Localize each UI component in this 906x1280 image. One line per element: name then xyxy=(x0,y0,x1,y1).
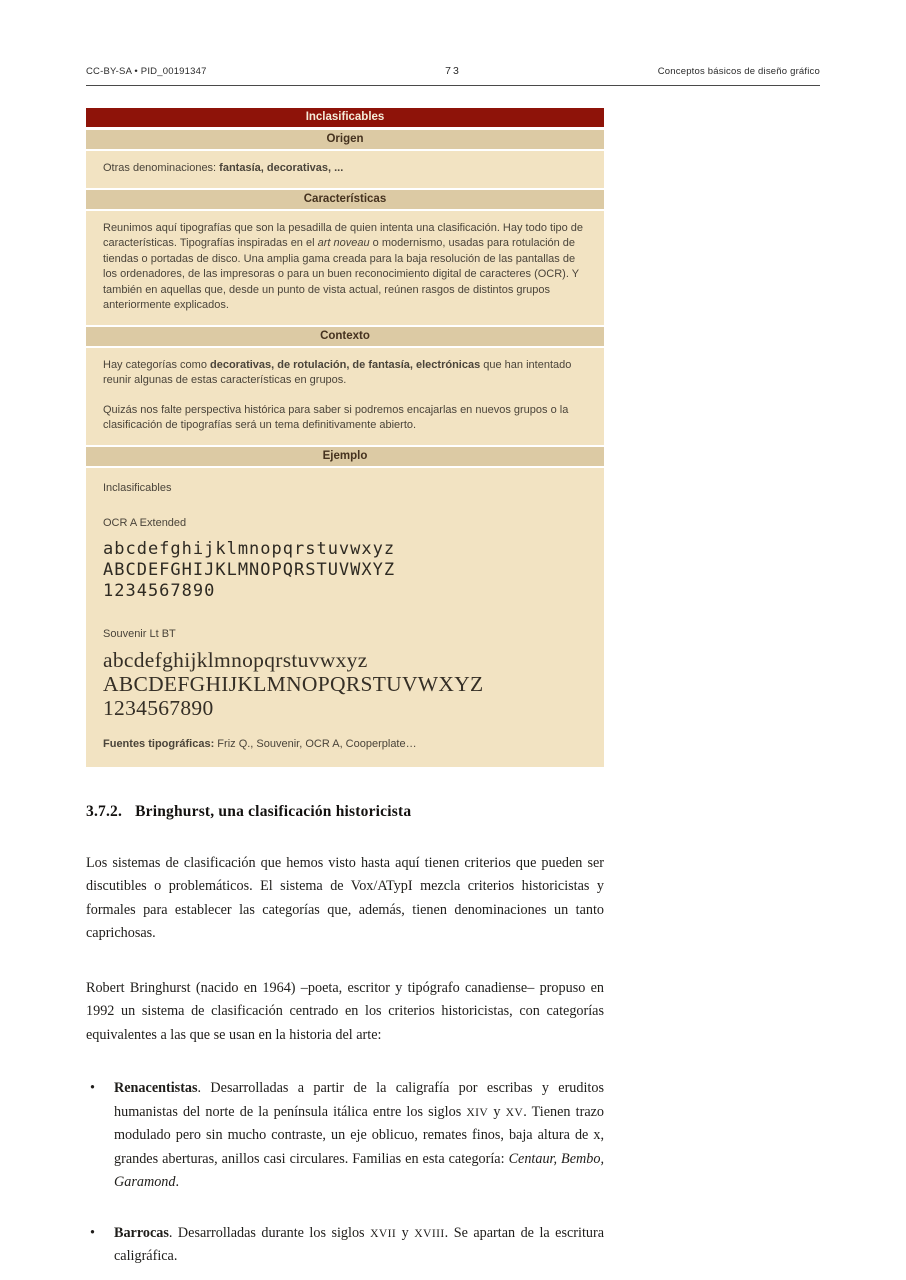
infobox-title: Inclasificables xyxy=(86,108,604,127)
font-name-souvenir: Souvenir Lt BT xyxy=(103,627,176,640)
infobox-heading-caracteristicas: Características xyxy=(86,190,604,209)
contexto-paragraph-1: Hay categorías como decorativas, de rotulación, de fantasía, electrónicas que han intentado reunir algunas de estas características en grupos. xyxy=(103,358,572,386)
caracteristicas-text: Reunimos aquí tipografías que son la pesadilla de quien intenta una clasificación. Hay todo tipo de características. Tipografías inspiradas en el art noveau o modernismo, usadas para rotulación de tiendas o portadas de disco. Una amplia gama creada para la baja resolución de las pantallas de los ordenadores, de las impresoras o para un buen reconocimiento digital de caracteres (OCR). Y también en aquellas que, desde un punto de vista actual, reúnen rasgos de distintos grupos anteriormente explicados. xyxy=(103,221,584,311)
typography-infobox xyxy=(86,108,604,767)
contexto-paragraph-2: Quizás nos falte perspectiva histórica para saber si podremos encajarlas en nuevos grupos o la clasificación de tipografías será un tema definitivamente abierto. xyxy=(103,403,569,431)
souvenir-lowercase: abcdefghijklmnopqrstuvwxyz xyxy=(103,648,368,672)
souvenir-digits: 1234567890 xyxy=(103,696,214,720)
infobox-heading-ejemplo: Ejemplo xyxy=(86,447,604,466)
body-paragraph-1: Los sistemas de clasificación que hemos visto hasta aquí tienen criterios que pueden ser discutibles o problemáticos. El sistema de Vox/ATypI mezcla criterios historicistas y formales para establecer las categorías que, además, tienen denominaciones un tanto caprichosas. xyxy=(86,854,604,941)
souvenir-specimen xyxy=(103,648,588,720)
bullet-icon: • xyxy=(90,1224,95,1241)
header-license: CC-BY-SA • PID_00191347 xyxy=(86,66,207,77)
list-item-renacentistas xyxy=(86,1077,604,1195)
origen-text: Otras denominaciones: fantasía, decorativas, ... xyxy=(103,162,344,174)
font-families-note: Fuentes tipográficas: Friz Q., Souvenir, OCR A, Cooperplate… xyxy=(103,738,417,750)
classification-list xyxy=(86,1077,604,1269)
header-doc-title: Conceptos básicos de diseño gráfico xyxy=(657,66,820,77)
bullet-icon: • xyxy=(90,1080,95,1096)
souvenir-uppercase: ABCDEFGHIJKLMNOPQRSTUVWXYZ xyxy=(103,672,484,696)
list-item-text: Barrocas. Desarrolladas durante los siglos XVII y XVIII. Se apartan de la escritura caligráfica. xyxy=(114,1224,605,1264)
section-heading xyxy=(86,803,820,821)
infobox-content-origen xyxy=(86,151,604,188)
section-number: 3.7.2. xyxy=(86,802,123,820)
section-title: Bringhurst, una clasificación historicista xyxy=(135,802,412,820)
list-item-text: Renacentistas. Desarrolladas a partir de la caligrafía por escribas y eruditos humanistas del norte de la península itálica entre los siglos XIV y XV. Tienen trazo modulado pero sin mucho contraste, un eje oblicuo, remates finos, baja altura de x, grandes aberturas, anillos casi circulares. Familias en esta categoría: Centaur, Bembo, Garamond. xyxy=(114,1080,605,1190)
list-item-barrocas xyxy=(86,1222,604,1269)
infobox-heading-origen: Origen xyxy=(86,130,604,149)
ocr-lowercase: abcdefghijklmnopqrstuvwxyz xyxy=(103,538,396,559)
header-rule xyxy=(86,85,820,86)
body-paragraph-2: Robert Bringhurst (nacido en 1964) –poeta, escritor y tipógrafo canadiense– propuso en 1992 un sistema de clasificación centrado en los criterios historicistas, con categorías equivalentes a las que se usan en la historia del arte: xyxy=(86,979,604,1043)
infobox-content-contexto xyxy=(86,348,604,445)
running-header xyxy=(86,66,820,80)
ocr-uppercase: ABCDEFGHIJKLMNOPQRSTUVWXYZ xyxy=(103,559,396,580)
ocr-specimen xyxy=(103,539,588,602)
infobox-content-caracteristicas xyxy=(86,211,604,325)
font-name-ocr: OCR A Extended xyxy=(103,517,187,529)
ocr-digits: 1234567890 xyxy=(103,580,216,601)
infobox-heading-contexto: Contexto xyxy=(86,327,604,346)
page-number: 73 xyxy=(445,65,461,77)
infobox-content-ejemplo xyxy=(86,468,604,767)
example-category-label: Inclasificables xyxy=(103,481,172,494)
